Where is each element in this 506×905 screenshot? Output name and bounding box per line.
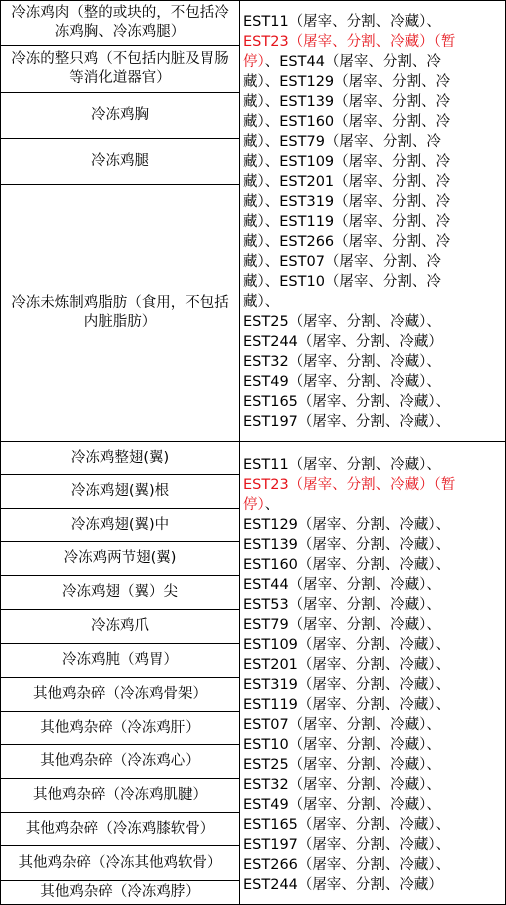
product-cell (1, 1, 239, 45)
product-cell (1, 139, 239, 184)
table-column-divider (239, 0, 240, 905)
establishment-line: EST244（屠宰、分割、冷藏） (243, 334, 443, 350)
product-name: 其他鸡杂碎（冷冻其他鸡软骨） (18, 854, 222, 871)
establishment-line: EST11（屠宰、分割、冷藏）、 (243, 14, 441, 30)
establishment-line: EST139（屠宰、分割、冷藏）、 (243, 537, 451, 553)
product-cell (1, 542, 239, 575)
product-name: 其他鸡杂碎（冷冻鸡脖） (40, 884, 200, 900)
establishment-line: 藏）、EST319（屠宰、分割、冷 (243, 194, 451, 210)
establishment-line: 藏）、EST139（屠宰、分割、冷 (243, 94, 451, 110)
establishment-line: 藏）、EST07（屠宰、分割、冷 (243, 254, 441, 270)
establishment-line: 藏）、EST129（屠宰、分割、冷 (243, 74, 451, 90)
product-name: 冷冻鸡翅(翼)根 (70, 483, 170, 499)
establishment-line: EST197（屠宰、分割、冷藏）、 (243, 837, 451, 853)
establishment-line: EST165（屠宰、分割、冷藏）、 (243, 817, 451, 833)
product-name: 其他鸡杂碎（冷冻鸡肌腱） (33, 787, 207, 803)
establishment-line: 藏）、EST266（屠宰、分割、冷 (243, 234, 451, 250)
suspended-note: 停） (243, 497, 265, 513)
product-cell (1, 509, 239, 541)
establishment-list (243, 455, 505, 895)
product-cell (1, 185, 239, 441)
establishment-line: EST109（屠宰、分割、冷藏）、 (243, 637, 451, 653)
establishment-line: EST11（屠宰、分割、冷藏）、 (243, 457, 441, 473)
establishment-line: 藏）、EST201（屠宰、分割、冷 (243, 174, 451, 190)
establishment-list (243, 12, 505, 432)
suspended-note: 停） (243, 54, 265, 70)
product-name: 其他鸡杂碎（冷冻鸡骨架） (33, 686, 207, 702)
establishment-line: EST197（屠宰、分割、冷藏）、 (243, 414, 451, 430)
establishment-line (243, 52, 505, 72)
product-name: 冷冻鸡腿 (91, 153, 149, 169)
product-name: 冷冻鸡爪 (91, 618, 149, 634)
product-name: 其他鸡杂碎（冷冻鸡心） (40, 753, 200, 769)
product-cell (1, 644, 239, 677)
product-name: 冷冻鸡肉（整的或块的，不包括冷冻鸡胸、冷冻鸡腿） (11, 5, 229, 40)
establishment-line: EST201（屠宰、分割、冷藏）、 (243, 657, 451, 673)
establishment-line-suspended: EST23（屠宰、分割、冷藏）（暂 (243, 477, 456, 493)
establishment-line: EST165（屠宰、分割、冷藏）、 (243, 394, 451, 410)
establishment-line: EST244（屠宰、分割、冷藏） (243, 877, 443, 893)
product-name: 冷冻鸡翅(翼)中 (70, 516, 170, 533)
product-cell (1, 576, 239, 609)
establishment-line: 藏）、EST79（屠宰、分割、冷 (243, 134, 441, 150)
product-cell (1, 610, 239, 643)
establishment-line: EST160（屠宰、分割、冷藏）、 (243, 557, 451, 573)
establishment-line: EST266（屠宰、分割、冷藏）、 (243, 857, 451, 873)
establishment-line: EST49（屠宰、分割、冷藏）、 (243, 797, 441, 813)
establishment-line: EST32（屠宰、分割、冷藏）、 (243, 354, 441, 370)
establishment-line: EST49（屠宰、分割、冷藏）、 (243, 374, 441, 390)
product-name: 冷冻鸡肫（鸡胃） (62, 652, 178, 668)
establishment-line: EST10（屠宰、分割、冷藏）、 (243, 737, 441, 753)
product-cell (1, 475, 239, 508)
establishment-line: 藏）、EST160（屠宰、分割、冷 (243, 114, 451, 130)
product-name: 冷冻鸡胸 (91, 107, 149, 123)
product-name: 冷冻的整只鸡（不包括内脏及胃肠等消化道器官） (11, 51, 229, 86)
product-cell (1, 442, 239, 474)
establishment-line: EST53（屠宰、分割、冷藏）、 (243, 597, 441, 613)
establishment-line: EST319（屠宰、分割、冷藏）、 (243, 677, 451, 693)
product-name: 冷冻鸡翅（翼）尖 (62, 584, 178, 600)
establishment-line: EST25（屠宰、分割、冷藏）、 (243, 757, 441, 773)
product-cell (1, 745, 239, 778)
product-name: 冷冻未炼制鸡脂肪（食用，不包括内脏脂肪） (11, 295, 229, 330)
establishment-line-rest: 、EST44（屠宰、分割、冷 (264, 54, 441, 70)
product-cell (1, 678, 239, 711)
product-name: 冷冻鸡整翅(翼) (70, 449, 170, 466)
product-cell (1, 712, 239, 744)
product-cell (1, 779, 239, 812)
product-cell (1, 46, 239, 92)
establishment-line: EST44（屠宰、分割、冷藏）、 (243, 577, 441, 593)
establishment-line-rest: 、 (264, 497, 280, 513)
product-cell (1, 846, 239, 880)
establishment-line: EST25（屠宰、分割、冷藏）、 (243, 314, 441, 330)
establishment-line: EST79（屠宰、分割、冷藏）、 (243, 617, 441, 633)
establishment-line: 藏）、EST109（屠宰、分割、冷 (243, 154, 451, 170)
product-name: 冷冻鸡两节翅(翼) (63, 550, 177, 566)
establishment-line: 藏）、EST119（屠宰、分割、冷 (243, 214, 451, 230)
product-name: 其他鸡杂碎（冷冻鸡膝软骨） (25, 820, 215, 837)
establishment-line: 藏）、EST10（屠宰、分割、冷 (243, 274, 441, 290)
establishment-line (243, 495, 505, 515)
establishment-line: EST119（屠宰、分割、冷藏）、 (243, 697, 451, 713)
establishment-line: EST07（屠宰、分割、冷藏）、 (243, 717, 441, 733)
product-cell (1, 881, 239, 904)
establishment-line: EST32（屠宰、分割、冷藏）、 (243, 777, 441, 793)
establishment-line: 藏）、 (243, 294, 280, 310)
product-name: 其他鸡杂碎（冷冻鸡肝） (40, 719, 200, 736)
product-cell (1, 813, 239, 845)
establishment-line: EST129（屠宰、分割、冷藏）、 (243, 517, 451, 533)
establishment-line-suspended: EST23（屠宰、分割、冷藏）（暂 (243, 34, 456, 50)
product-cell (1, 93, 239, 138)
